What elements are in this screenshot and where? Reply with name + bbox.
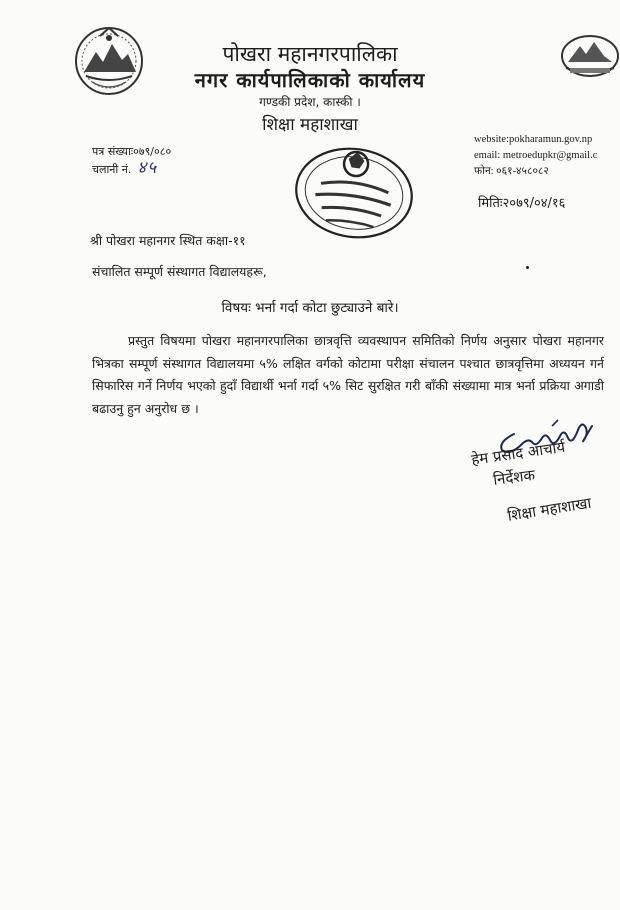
dispatch-number: ४५: [137, 158, 158, 178]
reference-block: [92, 143, 171, 178]
letter-date: मितिः२०७९/०४/१६: [478, 196, 566, 211]
official-seal-stamp: [290, 142, 418, 244]
signatory-department: शिक्षा महाशाखा: [506, 493, 593, 525]
dispatch-row: [92, 160, 171, 178]
email-text: email: metroedupkr@gmail.c: [474, 150, 598, 161]
municipality-name: पोखरा महानगरपालिका: [222, 42, 398, 66]
ink-speck: [526, 266, 529, 269]
dispatch-label: चलानी नं.: [92, 163, 132, 176]
contact-block: [474, 132, 597, 180]
website-text: website:pokharamun.gov.np: [474, 134, 593, 145]
department-name: शिक्षा महाशाखा: [262, 115, 358, 135]
office-location: गण्डकी प्रदेश, कास्की ।: [259, 95, 361, 109]
letter-body: प्रस्तुत विषयमा पोखरा महानगरपालिका छात्रवृत्ति व्यवस्थापन समितिको निर्णय अनुसार पोखरा महानगर भित्रका सम्पूर्ण संस्थागत विद्यालयमा ५% लक्षित वर्गको कोटामा परीक्षा संचालन पश्चात छात्रवृत्तिमा अध्ययन गर्न सिफारिस गर्ने निर्णय भएको हुदाँ विद्यार्थी भर्ना गर्दा ५% सिट सुरक्षित गरी बाँकी संख्यामा मात्र भर्ना प्रक्रिया अगाडी बढाउनु हुन अनुरोध छ ।: [92, 333, 604, 416]
letter-subject: विषयः भर्ना गर्दा कोटा छुट्याउने बारे।: [221, 300, 399, 316]
phone-text: फोन: ०६१-४५८०८२: [474, 166, 549, 177]
signatory-title: निर्देशक: [492, 465, 536, 489]
recipient-line-2: संचालित सम्पूर्ण संस्थागत विद्यालयहरू,: [92, 264, 267, 279]
recipient-line-1: श्री पोखरा महानगर स्थित कक्षा-११: [90, 233, 246, 248]
office-name: नगर कार्यपालिकाको कार्यालय: [194, 68, 426, 92]
signatory-block: [466, 437, 616, 540]
letter-number: पत्र संख्याः०७९/०८०: [92, 145, 172, 158]
signatory-name: हेम प्रसाद आचार्य: [470, 437, 567, 469]
